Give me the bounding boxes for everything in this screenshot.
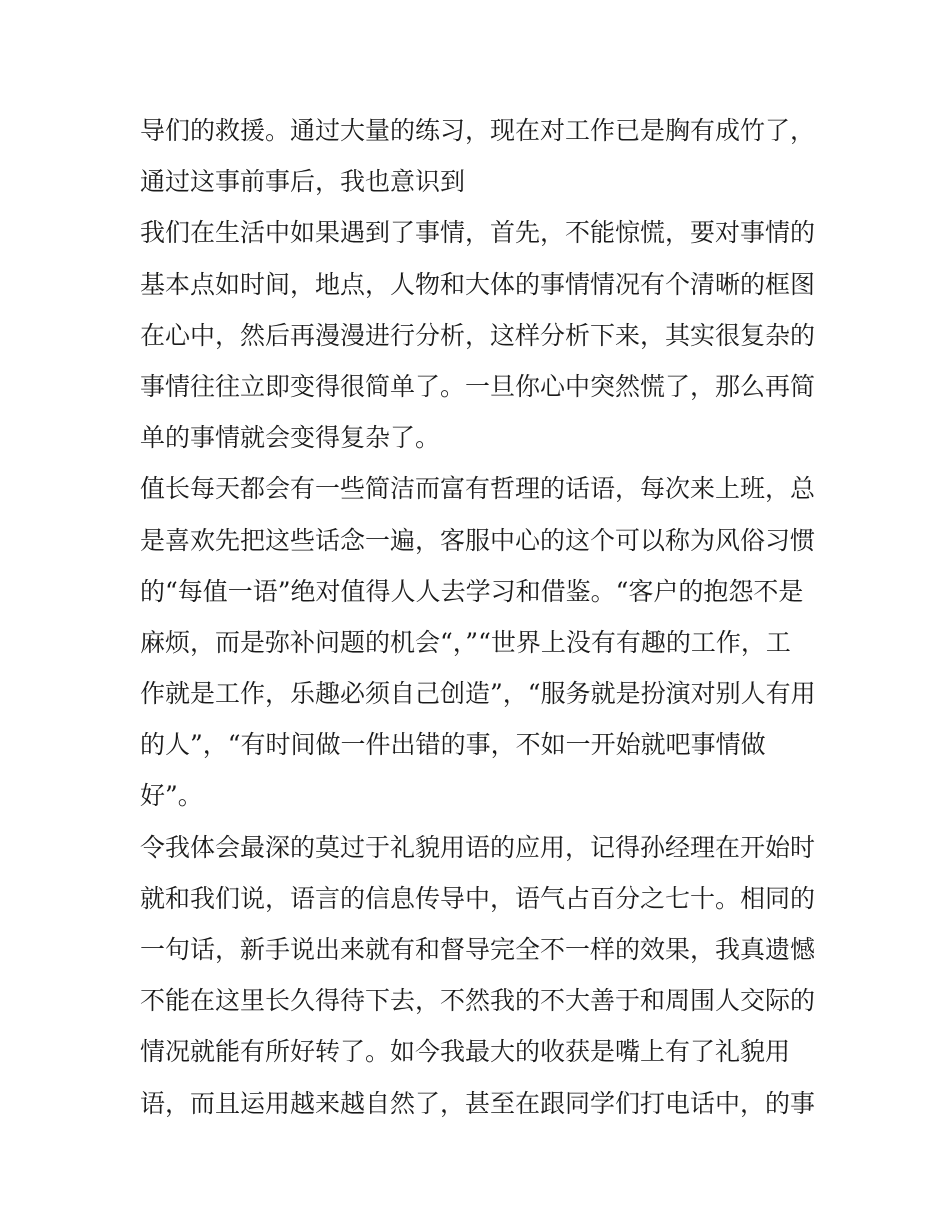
text-line: 情况就能有所好转了。如今我最大的收获是嘴上有了礼貌用 [140,1037,791,1067]
text-line: 导们的救援。通过大量的练习，现在对工作已是胸有成竹了， [140,116,816,145]
text-line: 事情往往立即变得很简单了。一旦你心中突然慌了，那么再简 [140,371,816,401]
text-line: 通过这事前事后，我也意识到 [140,167,466,197]
text-line: 单的事情就会变得复杂了。 [140,423,441,453]
text-line: 我们在生活中如果遇到了事情，首先，不能惊慌，要对事情的 [140,218,816,248]
text-line: 是喜欢先把这些话念一遍，客服中心的这个可以称为风俗习惯 [140,525,816,555]
text-line: 就和我们说，语言的信息传导中，语气占百分之七十。相同的 [140,883,816,913]
body-text [140,105,820,1129]
text-line: 好”。 [140,781,203,811]
text-line: 不能在这里长久得待下去，不然我的不大善于和周围人交际的 [140,986,816,1016]
text-line: 基本点如时间，地点，人物和大体的事情情况有个清晰的框图 [140,269,816,299]
text-line: 一句话，新手说出来就有和督导完全不一样的效果，我真遗憾 [140,935,816,964]
text-line: 麻烦，而是弥补问题的机会“，”“世界上没有有趣的工作，工 [140,627,791,657]
text-line: 在心中，然后再漫漫进行分析，这样分析下来，其实很复杂的 [140,320,816,350]
text-line: 的“每值一语”绝对值得人人去学习和借鉴。“客户的抱怨不是 [140,576,804,606]
text-line: 值长每天都会有一些简洁而富有哲理的话语，每次来上班，总 [140,474,816,504]
text-line: 令我体会最深的莫过于礼貌用语的应用，记得孙经理在开始时 [140,832,816,862]
text-line: 的人”，“有时间做一件出错的事，不如一开始就吧事情做 [140,730,766,760]
text-line: 作就是工作，乐趣必须自己创造”，“服务就是扮演对别人有用 [140,679,816,709]
text-line: 语，而且运用越来越自然了，甚至在跟同学们打电话中，的事 [140,1088,816,1118]
